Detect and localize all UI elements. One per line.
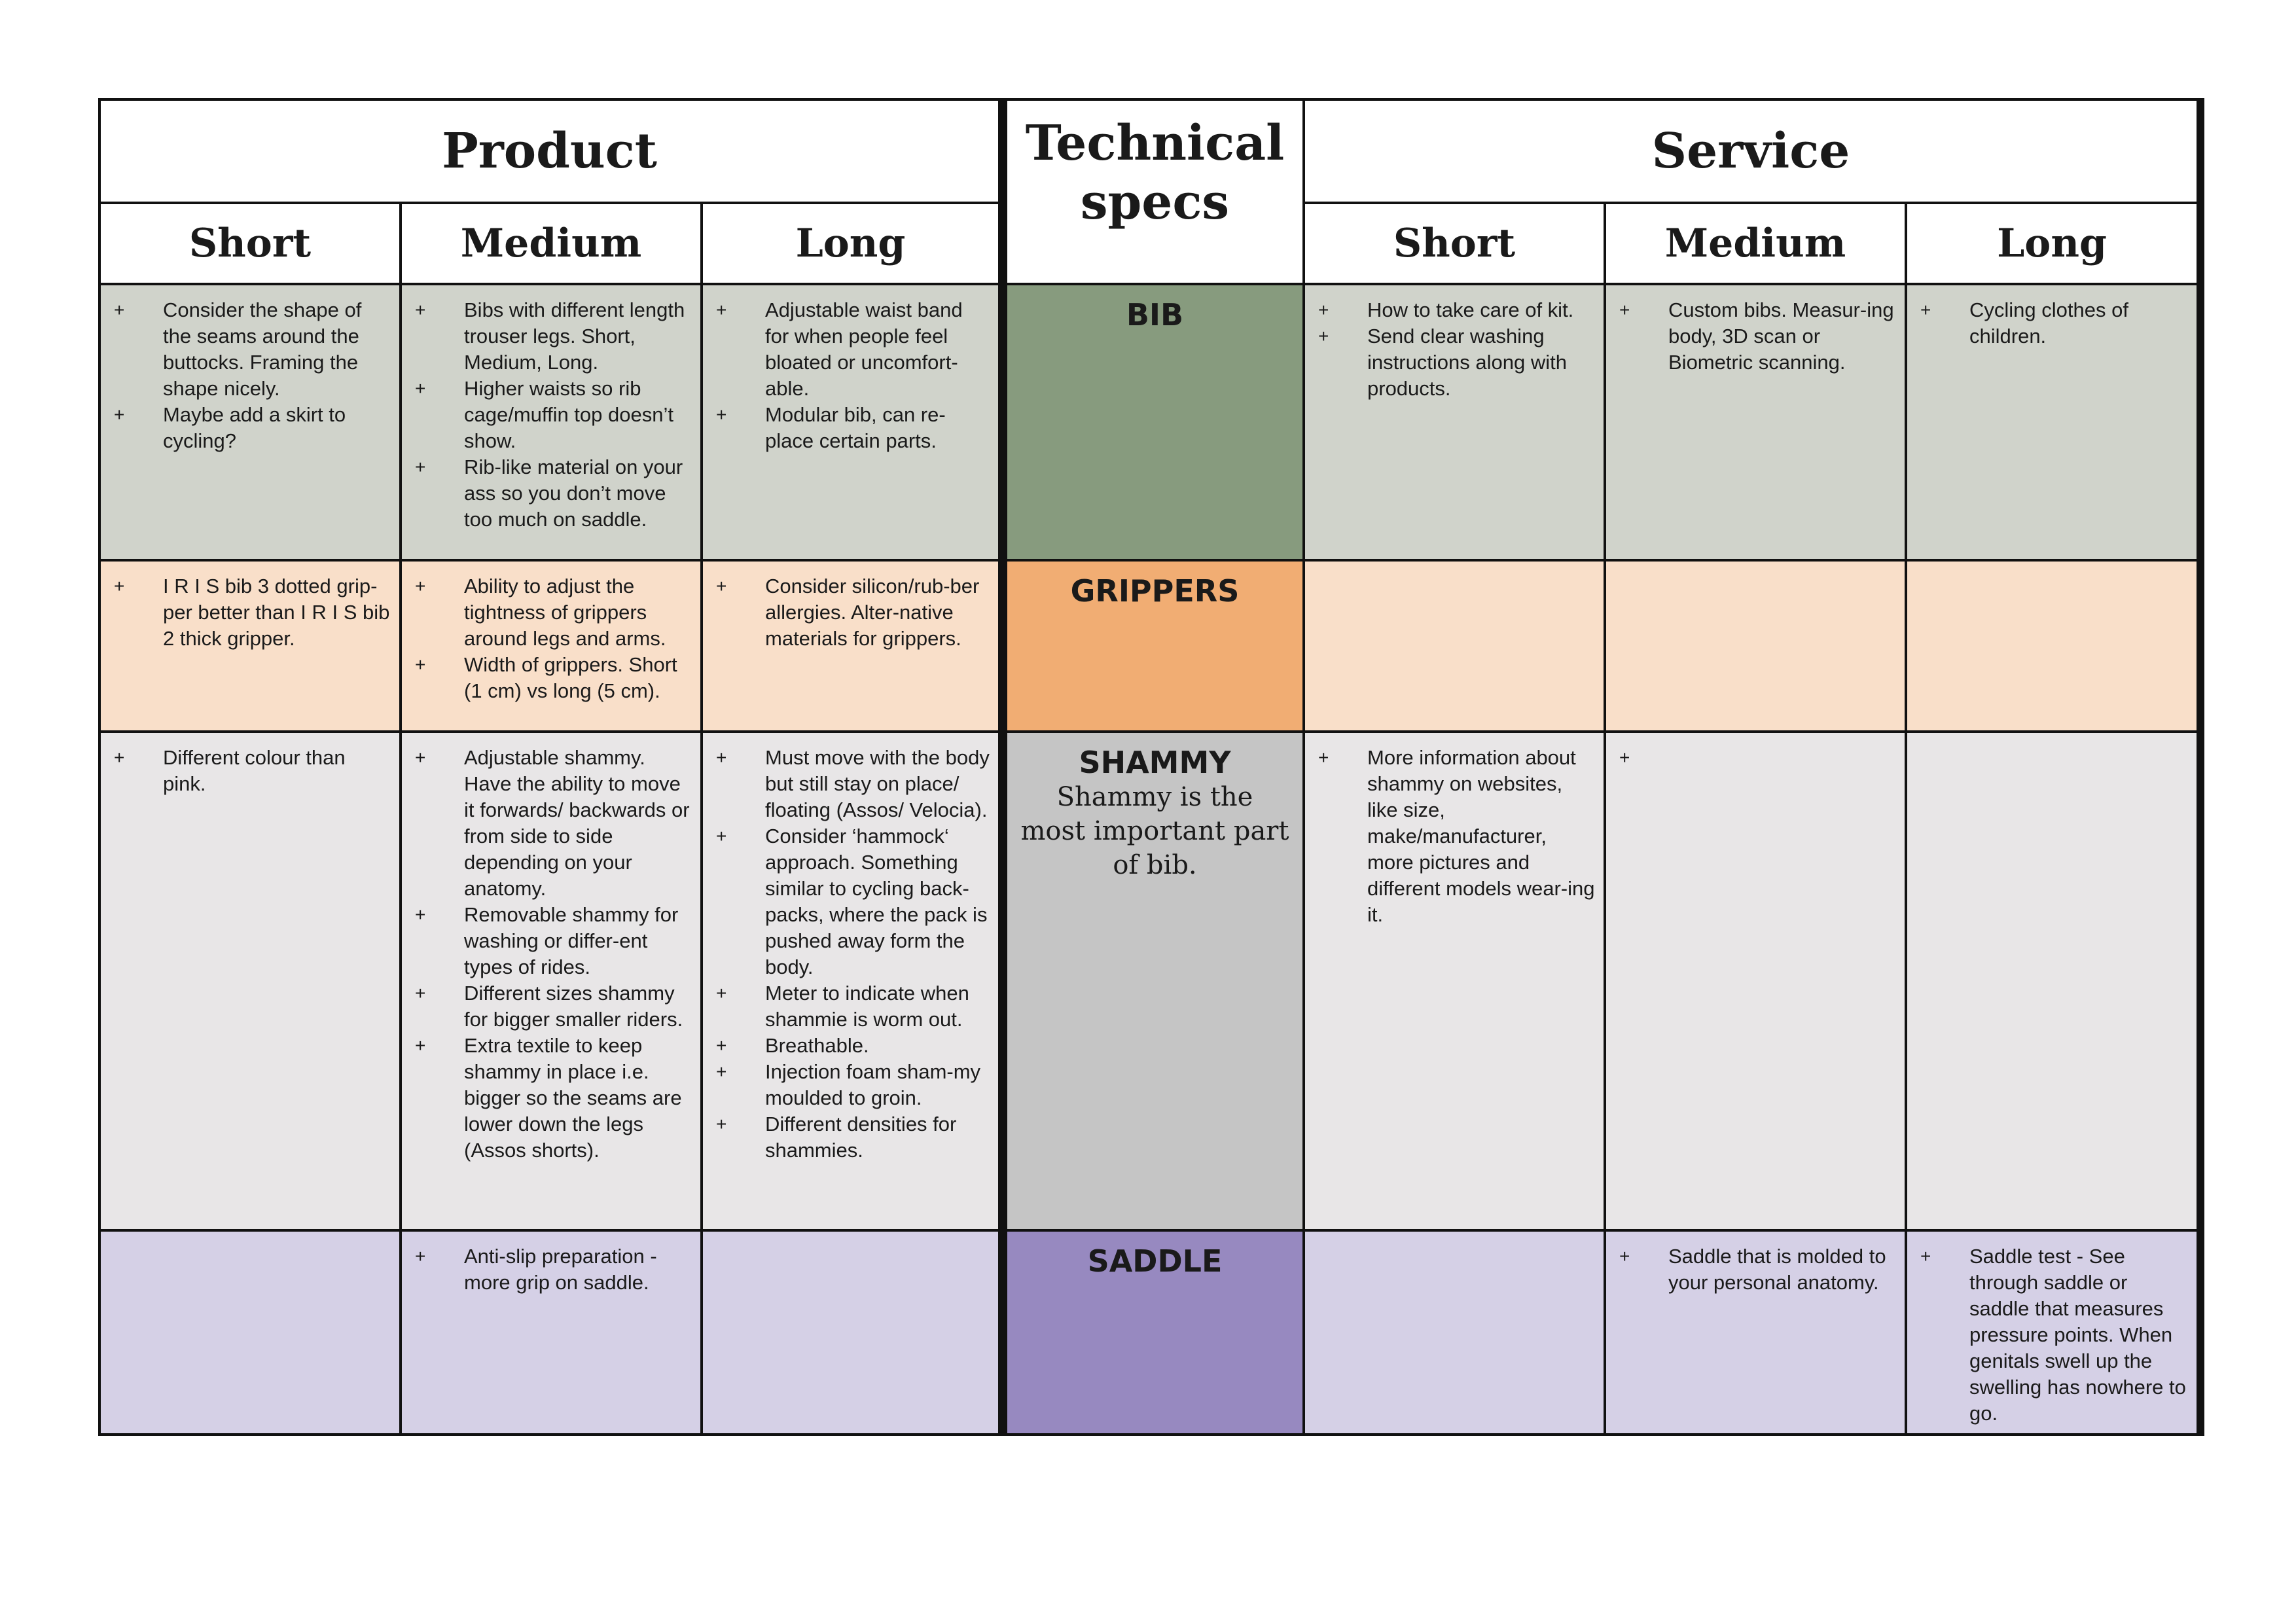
bullet-list bbox=[703, 285, 998, 461]
bullet-list bbox=[1606, 733, 1905, 751]
service-short-header: Short bbox=[1304, 203, 1605, 284]
bullet-list bbox=[1907, 1232, 2197, 1433]
product-medium-cell bbox=[401, 560, 702, 732]
list-item: + Different densities for shammies. bbox=[716, 1111, 992, 1164]
list-item: + Maybe add a skirt to cycling? bbox=[114, 402, 393, 454]
spec-cell bbox=[1003, 560, 1304, 732]
product-medium-cell bbox=[401, 1230, 702, 1435]
bullet-list bbox=[1305, 285, 1604, 408]
bullet-list bbox=[1606, 1232, 1905, 1302]
list-item: + I R I S bib 3 dotted grip-per better than I R I S bib 2 thick gripper. bbox=[114, 573, 393, 652]
product-medium-cell bbox=[401, 284, 702, 560]
spec-title: BIB bbox=[1126, 297, 1184, 332]
service-short-cell bbox=[1304, 284, 1605, 560]
product-short-header: Short bbox=[99, 203, 401, 284]
bullet-list bbox=[402, 1232, 700, 1302]
service-medium-header: Medium bbox=[1605, 203, 1906, 284]
technical-specs-line-1: Technical bbox=[1025, 115, 1285, 171]
list-item: + Different sizes shammy for bigger smaller riders. bbox=[415, 980, 694, 1033]
spec-note: Shammy is the most important part of bib. bbox=[1020, 782, 1289, 880]
list-item: + Extra textile to keep shammy in place i.e. bigger so the seams are lower down the legs (Assos shorts). bbox=[415, 1033, 694, 1164]
list-item: + Send clear washing instructions along with products. bbox=[1318, 323, 1597, 402]
product-long-cell bbox=[702, 560, 1003, 732]
service-medium-cell bbox=[1605, 284, 1906, 560]
service-medium-cell bbox=[1605, 1230, 1906, 1435]
list-item: + Removable shammy for washing or differ-ent types of rides. bbox=[415, 902, 694, 980]
list-item: + Saddle that is molded to your personal anatomy. bbox=[1619, 1243, 1898, 1296]
service-long-cell bbox=[1906, 560, 2200, 732]
service-short-cell bbox=[1304, 560, 1605, 732]
service-long-cell bbox=[1906, 284, 2200, 560]
service-header: Service bbox=[1304, 99, 2200, 203]
product-header: Product bbox=[99, 99, 1003, 203]
service-long-header: Long bbox=[1906, 203, 2200, 284]
bullet-list bbox=[1606, 285, 1905, 382]
bullet-list bbox=[1305, 733, 1604, 935]
product-long-cell bbox=[702, 732, 1003, 1230]
list-item: + Higher waists so rib cage/muffin top doesn’t show. bbox=[415, 376, 694, 454]
bib-ideas-matrix bbox=[98, 98, 2204, 1436]
technical-specs-line-2: specs bbox=[1080, 174, 1230, 230]
spec-cell bbox=[1003, 732, 1304, 1230]
spec-title: GRIPPERS bbox=[1070, 573, 1240, 609]
product-medium-header: Medium bbox=[401, 203, 702, 284]
bullet-list bbox=[703, 562, 998, 658]
list-item: + Bibs with different length trouser legs. Short, Medium, Long. bbox=[415, 297, 694, 376]
list-item: + Meter to indicate when shammie is worm out. bbox=[716, 980, 992, 1033]
list-item: + Must move with the body but still stay on place/ floating (Assos/ Velocia). bbox=[716, 745, 992, 823]
bullet-list bbox=[402, 285, 700, 539]
list-item: + Width of grippers. Short (1 cm) vs long (5 cm). bbox=[415, 652, 694, 704]
list-item: + Breathable. bbox=[716, 1033, 992, 1059]
table-row bbox=[99, 732, 2200, 1230]
list-item: + Adjustable waist band for when people feel bloated or uncomfort-able. bbox=[716, 297, 992, 402]
product-short-cell bbox=[99, 284, 401, 560]
list-item: + Custom bibs. Measur-ing body, 3D scan or Biometric scanning. bbox=[1619, 297, 1898, 376]
bullet-list bbox=[101, 562, 399, 658]
list-item: + Anti-slip preparation - more grip on saddle. bbox=[415, 1243, 694, 1296]
product-short-cell bbox=[99, 1230, 401, 1435]
table-row bbox=[99, 284, 2200, 560]
service-short-cell bbox=[1304, 732, 1605, 1230]
bullet-list bbox=[402, 562, 700, 711]
list-item: + Modular bib, can re-place certain parts. bbox=[716, 402, 992, 454]
product-short-cell bbox=[99, 560, 401, 732]
list-item: + Rib-like material on your ass so you don’t move too much on saddle. bbox=[415, 454, 694, 533]
service-medium-cell bbox=[1605, 732, 1906, 1230]
list-item: + Different colour than pink. bbox=[114, 745, 393, 797]
list-item: + Saddle test - See through saddle or saddle that measures pressure points. When genitals swell up the swelling has nowhere to go. bbox=[1920, 1243, 2190, 1427]
bullet-list bbox=[101, 285, 399, 461]
spec-title: SHAMMY bbox=[1079, 745, 1231, 780]
spec-cell bbox=[1003, 1230, 1304, 1435]
bullet-list bbox=[101, 733, 399, 804]
list-item: + Consider ‘hammock‘ approach. Something similar to cycling back-packs, where the pack is pushed away form the body. bbox=[716, 823, 992, 980]
technical-specs-header bbox=[1003, 99, 1304, 284]
product-medium-cell bbox=[401, 732, 702, 1230]
table-row bbox=[99, 560, 2200, 732]
bullet-list bbox=[703, 733, 998, 1170]
spec-title: SADDLE bbox=[1087, 1243, 1223, 1279]
list-item: + How to take care of kit. bbox=[1318, 297, 1597, 323]
list-item: + Injection foam sham-my moulded to groin. bbox=[716, 1059, 992, 1111]
bullet-list bbox=[1907, 285, 2197, 356]
product-long-cell bbox=[702, 1230, 1003, 1435]
bullet-list bbox=[402, 733, 700, 1170]
table-row bbox=[99, 1230, 2200, 1435]
list-item: + Ability to adjust the tightness of grippers around legs and arms. bbox=[415, 573, 694, 652]
list-item: + Consider the shape of the seams around the buttocks. Framing the shape nicely. bbox=[114, 297, 393, 402]
list-item: + Consider silicon/rub-ber allergies. Alter-native materials for grippers. bbox=[716, 573, 992, 652]
product-long-header: Long bbox=[702, 203, 1003, 284]
spec-cell bbox=[1003, 284, 1304, 560]
product-long-cell bbox=[702, 284, 1003, 560]
service-long-cell bbox=[1906, 732, 2200, 1230]
list-item: + Adjustable shammy. Have the ability to move it forwards/ backwards or from side to side depending on your anatomy. bbox=[415, 745, 694, 902]
list-item: + Cycling clothes of children. bbox=[1920, 297, 2190, 349]
service-medium-cell bbox=[1605, 560, 1906, 732]
service-long-cell bbox=[1906, 1230, 2200, 1435]
service-short-cell bbox=[1304, 1230, 1605, 1435]
list-item: + More information about shammy on websites, like size, make/manufacturer, more pictures and different models wear-ing it. bbox=[1318, 745, 1597, 928]
product-short-cell bbox=[99, 732, 401, 1230]
